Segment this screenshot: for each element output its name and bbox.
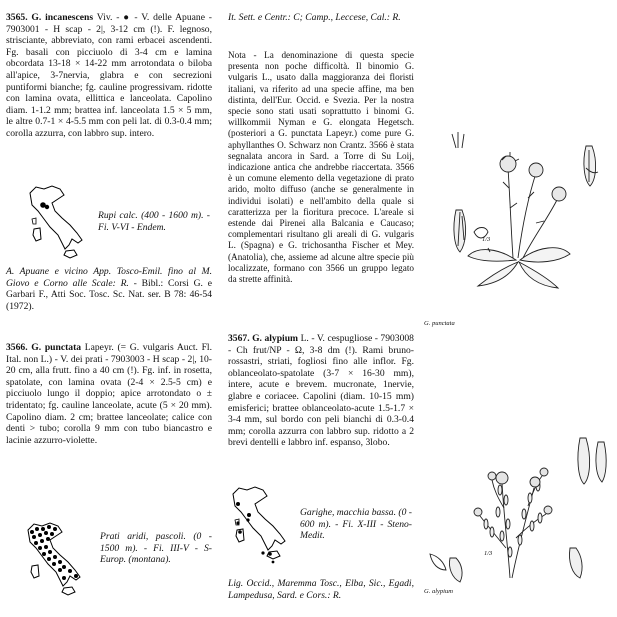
entry-3567-habitat: Garighe, macchia bassa. (0 - 600 m). - Fi. X-III - Steno-Medit. [300,507,412,542]
italy-distribution-map-3565 [22,183,92,263]
entry-3567 [228,333,414,449]
nota-3566: Nota - La denominazione di questa specie presenta non poche difficoltà. Il binomio G. vulgaris L., usato dalla maggioranza dei floristi italiani, va riferito ad una specie affine, ma ben distinta, dell'Eur. Occid. e Svezia. Per la nostra specie sono stati usati soprattutto i binomi G. willkommii Nyman e G. elongata Hegetsch. (posteriori a G. punctata Lapeyr.) come pure G. aphyllanthes O. Schwarz non Crantz. 3566 è stata segnalata ancora in Sard. a Torre di Su Loij, indicazione antica che andrebbe riaccertata. 3566 è un comune elemento della vegetazione di prato arido, molto diffuso (anche se generalmente in individui isolati) e nell'ambito della quale si caratterizza per la fioritura precoce. L'areale si estende dai Pirenei alla Balcania e Caucaso; complementari risultano gli areali di G. vulgaris L. (Spagna) e G. trichosantha Fischer et Mey. (Anatolia), che, assieme ad alcune altre specie più localizzate, formano con 3566 un gruppo legato da strette affinità. [228,50,414,285]
italy-distribution-map-3567 [225,484,297,566]
entry-3566-habitat: Prati aridi, pascoli. (0 - 1500 m). - Fi. III-V - S-Europ. (montana). [100,531,212,566]
caption-g-punctata: G. punctata [424,320,455,327]
entry-3567-number: 3567. G. alypium [228,333,299,344]
entry-3567-description: L. - V. cespugliose - 7903008 - Ch frut/NP - Ω, 3-8 dm (!). Rami bruno-rossastri, striati, fogliosi fino alle inflor. Fg. oblanceolato-spatolate (3-7 × 16-30 mm), intere, acute e brevem. mucronate, 1nervie, glabre e coriacee. Capolini (diam. 10-15 mm) emisferici; brattee oblanceolato-acute 1.5-1.7 × 3-4 mm, sul bordo con peli bianchi di 0.3-0.4 mm; corolla azzurra con labbro sup. ridotto a 2 brevi dentelli e labbro inf. espanso, 3lobo. [228,333,414,449]
entry-3565 [6,12,212,140]
entry-3565-description: Viv. - ● - V. delle Apuane - 7903001 - H scap - 2|, 3-12 cm (!). F. legnoso, strisciante, abbreviato, con rami erbacei ascendenti. Fg. basali con picciuolo di 3-4 cm e lamina obcordata 13-18 × 14-22 mm arrotondata o biloba all'apice, 3-7nervia, glabra e con secrezioni puntiformi bianche; fg. cauline progressivam. ridotte con lamina ovata, ellittica e lanceolata. Capolino diam. 1-1.2 mm; brattea inf. lanceolata 1.5 × 5 mm, le altre 0.7-1 × 4-5.5 mm con peli lat. di 0.3-0.4 mm; corolla azzurra, con labbro sup. intero. [6,12,212,139]
globularia-alypium-illustration [420,428,615,593]
entry-3567-distribution: Lig. Occid., Maremma Tosc., Elba, Sic., Egadi, Lampedusa, Sard. e Cors.: R. [228,578,414,601]
italy-distribution-map-3566 [20,520,92,602]
entry-3566-distribution: It. Sett. e Centr.: C; Camp., Leccese, Cal.: R. [228,12,401,23]
entry-3566 [6,342,212,446]
globularia-punctata-illustration [418,128,613,313]
entry-3565-habitat: Rupi calc. (400 - 1600 m). - Fi. V-VI - Endem. [98,210,210,233]
entry-3565-number: 3565. G. incanescens [6,12,94,23]
entry-3566-number: 3566. G. punctata [6,342,82,353]
caption-g-alypium: G. alypium [424,588,453,595]
entry-3565-distribution: A. Apuane e vicino App. Tosco-Emil. fino al M. Giovo e Corno alle Scale: R. - Bibl.: Corsi G. e Garbari F., Atti Soc. Tosc. Sc. Nat. ser. B 78: 46-54 (1972). [6,266,212,312]
scale-label-punctata: 1/3 [482,236,491,243]
entry-3566-description: Lapeyr. (= G. vulgaris Auct. Fl. Ital. non L.) - V. dei prati - 7903003 - H scap - 2|, 10-20 cm, alla frutt. fino a 40 cm (!). Fg. inf. in rosetta, spatolate, con lamina ovata (2-4 × 2.5-5 cm) e picciuolo lungo il doppio; apice arrotondato o ± tridentato; fg. cauline lanceolate, acute (5 × 20 mm). Capolino diam. 2 cm; brattee lanceolate; calice con denti > tubo; corolla 9 mm con tubo biancastro e lacinie azzurro-violette. [6,342,212,446]
scale-label-alypium: 1/3 [484,550,493,557]
entry-3565-bibliography: Bibl.: Corsi G. e Garbari F., Atti Soc. Tosc. Sc. Nat. ser. B 78: 46-54 (1972). [6,277,212,312]
